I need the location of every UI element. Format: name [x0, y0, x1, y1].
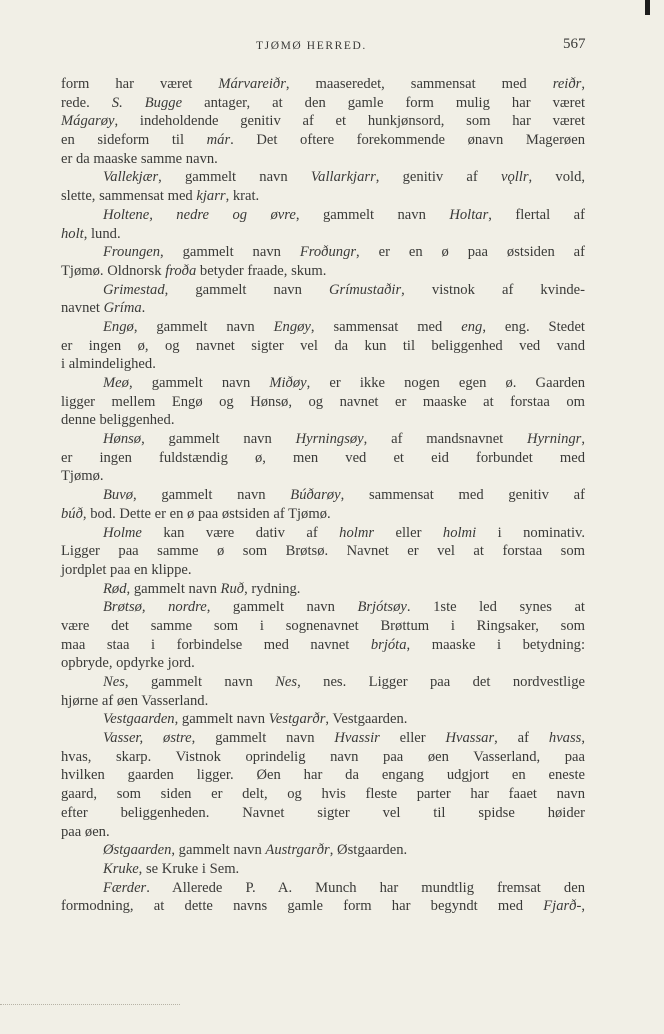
text-line	[61, 505, 585, 524]
text-segment: , gammelt navn	[158, 169, 311, 186]
italic-term: Vestgarðr	[268, 711, 326, 728]
italic-term: Hønsø	[103, 431, 142, 448]
text-segment: ,	[581, 730, 585, 747]
text-segment: i nominativ.	[476, 524, 585, 541]
text-segment: , er ikke nogen egen ø. Gaarden	[306, 375, 585, 391]
text-line	[61, 337, 585, 356]
text-segment: er ingen ø, og navnet sigter vel da kun til beliggenhed ved vand	[61, 337, 585, 354]
italic-term: holmi	[442, 524, 477, 541]
text-line	[61, 75, 585, 94]
text-segment: , vistnok af kvinde-	[401, 281, 585, 298]
italic-term: Ruð	[220, 580, 245, 597]
text-line	[61, 804, 585, 823]
text-line	[61, 486, 585, 505]
text-line	[61, 785, 585, 804]
text-line	[61, 430, 585, 449]
text-segment: maa staa i forbindelse med navnet	[61, 636, 371, 653]
text-segment: . Det oftere forekommende ønavn Magerøen	[230, 132, 586, 149]
text-segment: , gammelt navn	[126, 580, 221, 597]
text-segment: eller	[374, 524, 443, 541]
text-segment: , gammelt navn	[295, 206, 450, 223]
text-line	[61, 187, 585, 206]
italic-term: Gríma	[103, 300, 142, 317]
italic-term: Nes	[275, 674, 298, 690]
italic-term: vǫllr	[500, 169, 529, 186]
text-segment: være det samme som i sognenavnet Brøttum i Ringsaker, som	[61, 617, 585, 634]
text-line	[61, 206, 585, 225]
text-line	[61, 393, 585, 412]
text-segment: , rydning.	[244, 580, 301, 597]
text-line	[61, 542, 585, 561]
text-segment: ,	[581, 76, 585, 92]
text-line	[61, 150, 585, 169]
italic-term: Grímustaðir	[329, 281, 402, 298]
text-line	[61, 281, 585, 300]
text-segment: , er en ø paa østsiden af	[356, 244, 585, 261]
scan-corner-mark	[645, 0, 650, 15]
italic-term: Froðungr	[299, 244, 357, 261]
text-segment: , bod. Dette er en ø paa østsiden af Tjømø.	[82, 505, 331, 522]
running-title: TJØMØ HERRED.	[256, 40, 367, 52]
text-segment: , nes. Ligger paa det nordvestlige	[297, 674, 585, 690]
text-segment: . 1ste led synes at	[406, 599, 585, 616]
text-line	[61, 561, 585, 580]
text-segment: , gammelt navn	[174, 711, 269, 728]
text-line	[61, 748, 585, 767]
text-line	[61, 823, 585, 842]
italic-term: Brjótsøy	[357, 599, 407, 616]
italic-term: Holtar	[449, 206, 489, 223]
italic-term: Nes	[103, 674, 125, 690]
text-segment: navnet	[61, 300, 104, 317]
text-line	[61, 636, 585, 655]
italic-term: Froungen	[103, 244, 161, 261]
text-segment: er ingen fuldstændig ø, men ved et eid forbundet med	[61, 449, 585, 466]
italic-term: Márvareiðr	[218, 76, 286, 92]
italic-term: eng	[461, 318, 483, 335]
text-line	[61, 112, 585, 131]
text-line	[61, 860, 585, 879]
text-segment: , gammelt navn	[171, 842, 266, 859]
italic-term: holmr	[339, 524, 375, 541]
italic-term: brjóta	[370, 636, 407, 653]
text-line	[61, 299, 585, 318]
text-segment: rede.	[61, 94, 112, 111]
text-segment: slette, sammensat med	[61, 188, 197, 205]
italic-term: Færder	[103, 879, 147, 896]
text-line	[61, 654, 585, 673]
text-line	[61, 94, 585, 113]
text-line	[61, 225, 585, 244]
text-segment: , genitiv af	[375, 169, 501, 186]
text-segment: , maaske i betydning:	[406, 636, 585, 653]
text-segment: , gammelt navn	[124, 674, 276, 690]
text-segment: opbryde, opdyrke jord.	[61, 655, 195, 672]
italic-term: S. Bugge	[111, 94, 183, 111]
text-line	[61, 262, 585, 281]
text-segment: Ligger paa samme ø som Brøtsø. Navnet er vel at forstaa som	[61, 543, 585, 560]
text-line	[61, 131, 585, 150]
text-line	[61, 897, 585, 916]
text-line	[61, 617, 585, 636]
text-segment: form har været	[61, 76, 219, 92]
page-edge-divider	[0, 1004, 180, 1005]
text-segment: jordplet paa en klippe.	[61, 561, 192, 578]
text-line	[61, 467, 585, 486]
text-segment: , af	[494, 730, 549, 747]
italic-term: Grimestad	[103, 281, 165, 298]
italic-term: Engøy	[273, 318, 311, 335]
italic-term: Vallarkjarr	[310, 169, 376, 186]
text-segment: , flertal af	[488, 206, 585, 223]
italic-term: búð	[61, 505, 83, 522]
text-segment: paa øen.	[61, 823, 110, 840]
text-segment: , Vestgaarden.	[325, 711, 408, 728]
text-segment: er da maaske samme navn.	[61, 150, 218, 167]
italic-term: már	[206, 132, 231, 149]
text-segment: , gammelt navn	[141, 431, 296, 448]
text-segment: eller	[379, 730, 446, 747]
text-segment: betyder fraade, skum.	[196, 262, 327, 279]
text-segment: hvilken gaarden ligger. Øen har da engang udgjort en eneste	[61, 767, 585, 784]
text-segment: antager, at den gamle form mulig har været	[182, 94, 585, 111]
italic-term: Búðarøy	[290, 487, 341, 504]
text-segment: hvas, skarp. Vistnok oprindelig navn paa øen Vasserland, paa	[61, 748, 585, 765]
body-text	[61, 75, 585, 916]
italic-term: Hvassar	[445, 730, 495, 747]
italic-term: Mágarøy	[61, 113, 115, 130]
text-segment: , gammelt navn	[160, 244, 300, 261]
text-segment: Tjømø.	[61, 468, 104, 485]
text-segment: , gammelt navn	[133, 487, 291, 504]
italic-term: Holme	[103, 524, 142, 541]
italic-term: Rød	[103, 580, 127, 597]
italic-term: Brøtsø, nordre	[103, 599, 207, 616]
text-segment: , af mandsnavnet	[363, 431, 528, 448]
italic-term: Holtene, nedre og øvre	[103, 206, 296, 223]
text-segment: ,	[581, 898, 585, 915]
text-segment: i almindelighed.	[61, 356, 156, 373]
text-segment: , lund.	[83, 225, 121, 242]
text-line	[61, 841, 585, 860]
text-segment: efter beliggenheden. Navnet sigter vel til spidse høider	[61, 804, 585, 821]
italic-term: kjarr	[196, 188, 226, 205]
text-segment: , sammensat med genitiv af	[340, 487, 585, 504]
italic-term: Hyrningr	[527, 431, 582, 448]
text-segment: hjørne af øen Vasserland.	[61, 692, 209, 709]
page-header	[0, 36, 664, 58]
text-segment: denne beliggenhed.	[61, 412, 175, 429]
italic-term: Fjarð-	[543, 898, 582, 915]
text-line	[61, 168, 585, 187]
text-segment: . Allerede P. A. Munch har mundtlig fremsat den	[146, 879, 585, 896]
text-line	[61, 243, 585, 262]
italic-term: Vasser, østre	[103, 730, 192, 747]
text-line	[61, 729, 585, 748]
italic-term: Meø	[103, 375, 129, 391]
text-line	[61, 524, 585, 543]
text-line	[61, 355, 585, 374]
italic-term: Buvø	[103, 487, 133, 504]
text-segment: , gammelt navn	[128, 375, 270, 391]
text-segment: , maaseredet, sammensat med	[285, 76, 553, 92]
italic-term: Vestgaarden	[103, 711, 175, 728]
italic-term: reiðr	[552, 76, 582, 92]
text-segment: formodning, at dette navns gamle form har begyndt med	[61, 898, 544, 915]
text-line	[61, 374, 585, 393]
text-line	[61, 449, 585, 468]
text-segment: gaard, som siden er delt, og hvis fleste parter har faaet navn	[61, 786, 585, 803]
italic-term: holt	[61, 225, 84, 242]
text-line	[61, 710, 585, 729]
italic-term: Austrgarðr	[265, 842, 330, 859]
text-segment: , indeholdende genitiv af et hunkjønsord, som har været	[114, 113, 585, 130]
italic-term: Miðøy	[269, 375, 307, 391]
text-segment: , gammelt navn	[133, 318, 274, 335]
text-segment: kan være dativ af	[141, 524, 340, 541]
text-segment: , gammelt navn	[206, 599, 358, 616]
text-line	[61, 692, 585, 711]
text-segment: Tjømø. Oldnorsk	[61, 262, 166, 279]
text-segment: ligger mellem Engø og Hønsø, og navnet er maaske at forstaa om	[61, 393, 585, 410]
text-segment: , eng. Stedet	[482, 318, 585, 335]
text-segment: , se Kruke i Sem.	[138, 860, 240, 877]
text-segment: , krat.	[225, 188, 260, 205]
text-line	[61, 879, 585, 898]
page-number: 567	[563, 36, 586, 52]
text-line	[61, 598, 585, 617]
text-line	[61, 411, 585, 430]
text-line	[61, 766, 585, 785]
text-segment: en sideform til	[61, 132, 207, 149]
text-line	[61, 673, 585, 692]
italic-term: Hvassir	[334, 730, 380, 747]
text-segment: , sammensat med	[310, 318, 462, 335]
italic-term: Kruke	[103, 860, 139, 877]
italic-term: hvass	[548, 730, 582, 747]
text-segment: , gammelt navn	[164, 281, 329, 298]
text-segment: .	[141, 300, 146, 317]
italic-term: Østgaarden	[103, 842, 172, 859]
text-segment: , gammelt navn	[191, 730, 335, 747]
text-segment: , Østgaarden.	[329, 842, 408, 859]
italic-term: Engø	[103, 318, 134, 335]
text-segment: ,	[581, 431, 586, 448]
text-line	[61, 580, 585, 599]
italic-term: Vallekjær	[103, 169, 159, 186]
text-segment: , vold,	[528, 169, 586, 186]
text-line	[61, 318, 585, 337]
italic-term: froða	[165, 262, 197, 279]
italic-term: Hyrningsøy	[295, 431, 364, 448]
